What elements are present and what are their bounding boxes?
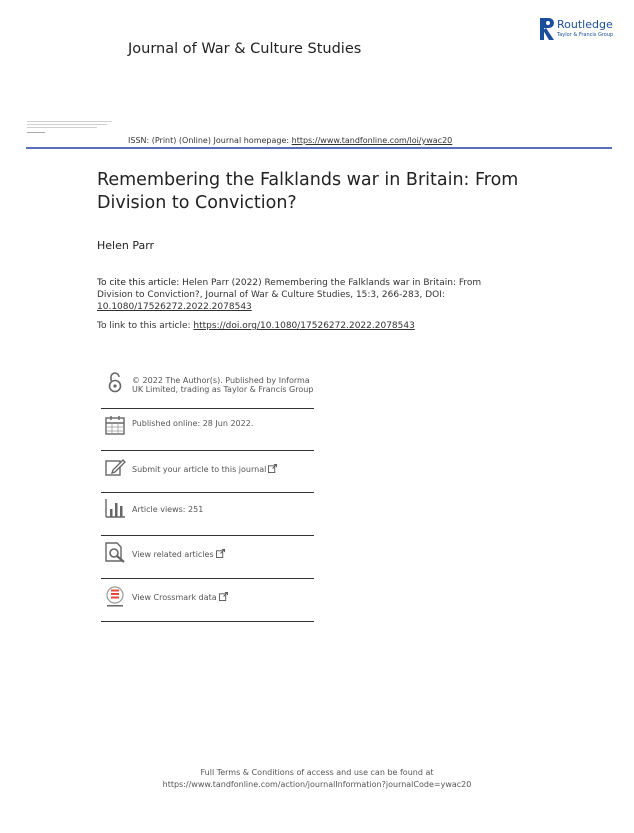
- journal-title: Journal of War & Culture Studies: [128, 41, 362, 57]
- article-title: Remembering the Falklands war in Britain: From Division to Conviction?: [97, 170, 519, 213]
- external-link-icon: [219, 592, 228, 601]
- article-doi-link[interactable]: https://doi.org/10.1080/17526272.2022.2078543: [193, 321, 415, 331]
- article-link-label: To link to this article:: [97, 321, 194, 331]
- header-divider: [26, 147, 612, 149]
- search-document-icon: [104, 541, 126, 563]
- publisher-name: Routledge: [557, 18, 613, 31]
- submit-article-row[interactable]: [101, 450, 314, 493]
- footer-terms-link[interactable]: https://www.tandfonline.com/action/journalInformation?journalCode=ywac20: [162, 780, 472, 789]
- bar-chart-icon: [104, 497, 126, 519]
- footer-terms-text: Full Terms & Conditions of access and use can be found at: [200, 768, 434, 777]
- article-views-row: [101, 492, 314, 536]
- calendar-icon: [104, 414, 126, 436]
- article-link-block: [97, 321, 415, 331]
- cover-thumbnail: [27, 121, 117, 139]
- citation-block: [97, 277, 497, 313]
- citation-doi-link[interactable]: 10.1080/17526272.2022.2078543: [97, 302, 252, 312]
- external-link-icon: [216, 549, 225, 558]
- external-link-icon: [268, 464, 277, 473]
- citation-label: To cite this article:: [97, 278, 180, 288]
- publisher-logo: [540, 18, 620, 42]
- copyright-text: © 2022 The Author(s). Published by Informa UK Limited, trading as Taylor & Francis Group: [132, 376, 314, 394]
- edit-icon: [104, 456, 126, 478]
- submit-article-link[interactable]: Submit your article to this journal: [132, 464, 277, 474]
- publisher-tagline: Taylor & Francis Group: [557, 32, 614, 38]
- open-access-icon: [104, 371, 126, 393]
- related-articles-link[interactable]: View related articles: [132, 549, 225, 559]
- issn-label: ISSN: (Print) (Online) Journal homepage:: [128, 136, 292, 145]
- journal-homepage-link[interactable]: https://www.tandfonline.com/loi/ywac20: [291, 136, 453, 145]
- citation-text: Helen Parr (2022) Remembering the Falklands war in Britain: From Division to Conviction?, Journal of War & Culture Studies, 15:3, 266-283, DOI:: [97, 278, 482, 300]
- published-online-row: [101, 408, 314, 451]
- crossmark-icon: [104, 586, 126, 608]
- crossmark-row[interactable]: [101, 578, 314, 622]
- issn-line: [128, 136, 452, 145]
- related-articles-row[interactable]: [101, 535, 314, 579]
- crossmark-link[interactable]: View Crossmark data: [132, 592, 228, 602]
- published-online-text: Published online: 28 Jun 2022.: [132, 419, 254, 428]
- routledge-logo-icon: [540, 18, 554, 40]
- open-access-row: [101, 368, 314, 409]
- article-views-text: Article views: 251: [132, 505, 204, 514]
- article-author: Helen Parr: [97, 239, 155, 252]
